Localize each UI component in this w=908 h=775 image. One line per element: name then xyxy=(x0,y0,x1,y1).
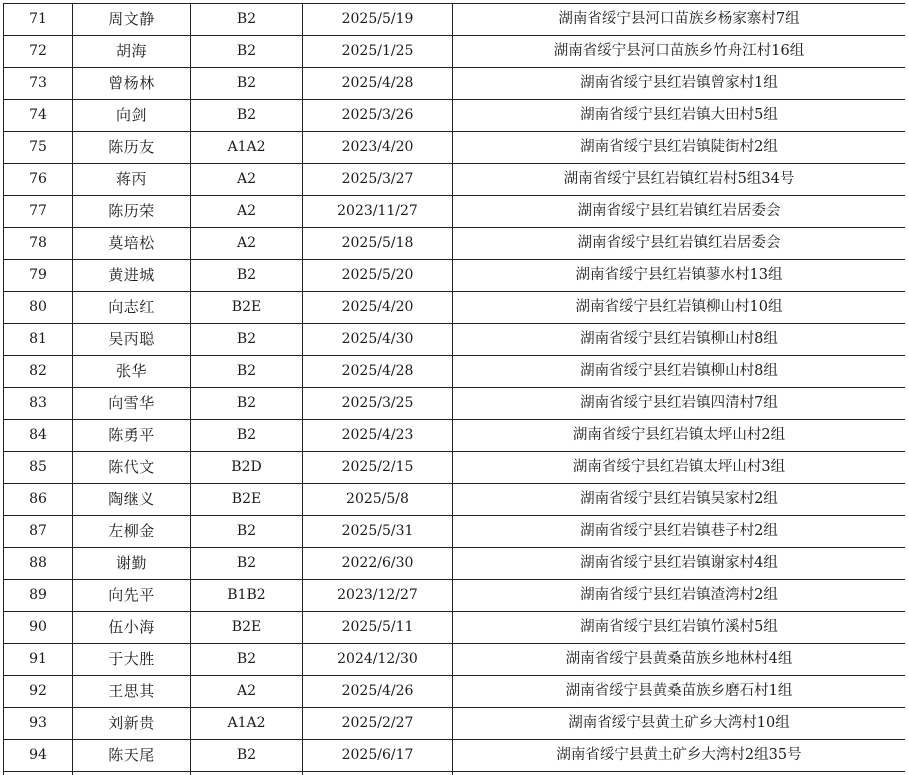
cell-serial-number: 78 xyxy=(4,228,73,260)
cell-date: 2025/4/20 xyxy=(303,292,453,324)
table-row xyxy=(4,324,906,356)
cell-name: 曾杨林 xyxy=(73,68,191,100)
table-row xyxy=(4,452,906,484)
cell-date: 2025/1/25 xyxy=(303,36,453,68)
cell-date: 2025/2/15 xyxy=(303,452,453,484)
cell-license-class: B2 xyxy=(191,644,303,676)
cell-address: 湖南省绥宁县红岩镇红岩居委会 xyxy=(453,196,906,228)
cell-name: 左柳金 xyxy=(73,516,191,548)
cell-serial-number: 88 xyxy=(4,548,73,580)
cell-name: 谢勤 xyxy=(73,548,191,580)
cell-name: 向先平 xyxy=(73,580,191,612)
cell-serial-number: 92 xyxy=(4,676,73,708)
cell-date: 2023/11/27 xyxy=(303,196,453,228)
cell-license-class: B2D xyxy=(191,452,303,484)
cell-address: 湖南省绥宁县红岩镇大田村5组 xyxy=(453,100,906,132)
cell-name: 张华 xyxy=(73,356,191,388)
cell-date-partial xyxy=(303,772,453,775)
cell-serial-number: 90 xyxy=(4,612,73,644)
cell-serial-number: 86 xyxy=(4,484,73,516)
cell-date: 2025/5/20 xyxy=(303,260,453,292)
cell-name: 向雪华 xyxy=(73,388,191,420)
table-row xyxy=(4,708,906,740)
cell-date: 2025/4/26 xyxy=(303,676,453,708)
table-row xyxy=(4,68,906,100)
cell-serial-number: 91 xyxy=(4,644,73,676)
cell-license-class: B2E xyxy=(191,292,303,324)
cell-date: 2023/12/27 xyxy=(303,580,453,612)
cell-name: 王思其 xyxy=(73,676,191,708)
cell-address: 湖南省绥宁县红岩镇吴家村2组 xyxy=(453,484,906,516)
records-table xyxy=(3,3,905,775)
cell-date: 2025/5/18 xyxy=(303,228,453,260)
cell-address: 湖南省绥宁县红岩镇红岩村5组34号 xyxy=(453,164,906,196)
cell-license-class: B2 xyxy=(191,36,303,68)
cell-serial-number: 71 xyxy=(4,4,73,36)
cell-serial-number: 73 xyxy=(4,68,73,100)
cell-address: 湖南省绥宁县红岩镇曾家村1组 xyxy=(453,68,906,100)
cell-address: 湖南省绥宁县红岩镇巷子村2组 xyxy=(453,516,906,548)
cell-name: 陈勇平 xyxy=(73,420,191,452)
cell-date: 2024/12/30 xyxy=(303,644,453,676)
cell-serial-number: 75 xyxy=(4,132,73,164)
cell-license-class: B2 xyxy=(191,420,303,452)
table-row xyxy=(4,196,906,228)
cell-address: 湖南省绥宁县红岩镇四清村7组 xyxy=(453,388,906,420)
cell-serial-number: 89 xyxy=(4,580,73,612)
cell-address: 湖南省绥宁县红岩镇渣湾村2组 xyxy=(453,580,906,612)
cell-license-class: B2 xyxy=(191,388,303,420)
cell-name: 陶继义 xyxy=(73,484,191,516)
cell-license-class: A1A2 xyxy=(191,708,303,740)
cell-license-class: A2 xyxy=(191,228,303,260)
cell-serial-number: 79 xyxy=(4,260,73,292)
cell-date: 2025/5/19 xyxy=(303,4,453,36)
cell-serial-number: 93 xyxy=(4,708,73,740)
cell-name: 陈历荣 xyxy=(73,196,191,228)
cell-date: 2025/3/26 xyxy=(303,100,453,132)
cell-address: 湖南省绥宁县红岩镇谢家村4组 xyxy=(453,548,906,580)
cell-license-class: B2 xyxy=(191,548,303,580)
cell-serial-number: 82 xyxy=(4,356,73,388)
cell-license-class: B2 xyxy=(191,260,303,292)
table-row-partial xyxy=(4,772,906,775)
cell-name: 向剑 xyxy=(73,100,191,132)
table-row xyxy=(4,676,906,708)
table-row xyxy=(4,356,906,388)
cell-address: 湖南省绥宁县黄桑苗族乡磨石村1组 xyxy=(453,676,906,708)
cell-license-class: B1B2 xyxy=(191,580,303,612)
table-row xyxy=(4,228,906,260)
cell-serial-number: 94 xyxy=(4,740,73,772)
cell-license-class: B2E xyxy=(191,484,303,516)
cell-date: 2025/4/23 xyxy=(303,420,453,452)
cell-date: 2025/6/17 xyxy=(303,740,453,772)
table-row xyxy=(4,100,906,132)
table-row xyxy=(4,4,906,36)
table-row xyxy=(4,388,906,420)
table-row xyxy=(4,36,906,68)
cell-license-class: A2 xyxy=(191,196,303,228)
cell-name: 周文静 xyxy=(73,4,191,36)
cell-date: 2025/4/28 xyxy=(303,68,453,100)
document-page xyxy=(3,3,905,775)
cell-address: 湖南省绥宁县红岩镇柳山村8组 xyxy=(453,356,906,388)
cell-address: 湖南省绥宁县红岩镇蓼水村13组 xyxy=(453,260,906,292)
table-row xyxy=(4,132,906,164)
cell-license-class: B2 xyxy=(191,68,303,100)
records-table-body xyxy=(4,4,906,775)
cell-name: 陈历友 xyxy=(73,132,191,164)
cell-serial-number: 74 xyxy=(4,100,73,132)
cell-address: 湖南省绥宁县河口苗族乡杨家寨村7组 xyxy=(453,4,906,36)
cell-serial-number: 85 xyxy=(4,452,73,484)
cell-license-class: B2 xyxy=(191,100,303,132)
cell-date: 2025/5/8 xyxy=(303,484,453,516)
cell-serial-number: 81 xyxy=(4,324,73,356)
table-row xyxy=(4,516,906,548)
cell-license-class: B2 xyxy=(191,516,303,548)
cell-name: 刘新贵 xyxy=(73,708,191,740)
cell-name: 黄进城 xyxy=(73,260,191,292)
cell-name: 胡海 xyxy=(73,36,191,68)
cell-address: 湖南省绥宁县红岩镇太坪山村3组 xyxy=(453,452,906,484)
table-row xyxy=(4,644,906,676)
cell-name: 向志红 xyxy=(73,292,191,324)
cell-license-class: B2 xyxy=(191,4,303,36)
cell-date: 2025/2/27 xyxy=(303,708,453,740)
cell-name: 陈天尾 xyxy=(73,740,191,772)
cell-address: 湖南省绥宁县河口苗族乡竹舟江村16组 xyxy=(453,36,906,68)
cell-name: 陈代文 xyxy=(73,452,191,484)
cell-address: 湖南省绥宁县红岩镇竹溪村5组 xyxy=(453,612,906,644)
cell-date: 2022/6/30 xyxy=(303,548,453,580)
cell-date: 2025/4/30 xyxy=(303,324,453,356)
table-row xyxy=(4,164,906,196)
cell-address: 湖南省绥宁县红岩镇柳山村8组 xyxy=(453,324,906,356)
cell-name: 蒋丙 xyxy=(73,164,191,196)
table-row xyxy=(4,420,906,452)
table-row xyxy=(4,548,906,580)
cell-address-partial xyxy=(453,772,906,775)
cell-name-partial xyxy=(73,772,191,775)
cell-license-class: A2 xyxy=(191,164,303,196)
cell-date: 2025/5/31 xyxy=(303,516,453,548)
cell-address: 湖南省绥宁县黄土矿乡大湾村10组 xyxy=(453,708,906,740)
table-row xyxy=(4,260,906,292)
cell-serial-number-partial xyxy=(4,772,73,775)
cell-date: 2025/5/11 xyxy=(303,612,453,644)
table-row xyxy=(4,612,906,644)
cell-address: 湖南省绥宁县红岩镇太坪山村2组 xyxy=(453,420,906,452)
cell-name: 于大胜 xyxy=(73,644,191,676)
cell-name: 伍小海 xyxy=(73,612,191,644)
cell-date: 2025/3/27 xyxy=(303,164,453,196)
cell-address: 湖南省绥宁县红岩镇红岩居委会 xyxy=(453,228,906,260)
cell-license-class: B2E xyxy=(191,612,303,644)
cell-serial-number: 87 xyxy=(4,516,73,548)
cell-license-class: B2 xyxy=(191,356,303,388)
table-row xyxy=(4,484,906,516)
cell-serial-number: 77 xyxy=(4,196,73,228)
cell-address: 湖南省绥宁县红岩镇陡街村2组 xyxy=(453,132,906,164)
cell-serial-number: 84 xyxy=(4,420,73,452)
cell-license-class-partial xyxy=(191,772,303,775)
cell-address: 湖南省绥宁县黄土矿乡大湾村2组35号 xyxy=(453,740,906,772)
table-row xyxy=(4,292,906,324)
cell-serial-number: 83 xyxy=(4,388,73,420)
cell-date: 2023/4/20 xyxy=(303,132,453,164)
cell-license-class: B2 xyxy=(191,740,303,772)
cell-serial-number: 72 xyxy=(4,36,73,68)
cell-license-class: B2 xyxy=(191,324,303,356)
table-row xyxy=(4,580,906,612)
cell-serial-number: 80 xyxy=(4,292,73,324)
cell-name: 莫培松 xyxy=(73,228,191,260)
cell-name: 吴丙聪 xyxy=(73,324,191,356)
cell-date: 2025/3/25 xyxy=(303,388,453,420)
cell-address: 湖南省绥宁县红岩镇柳山村10组 xyxy=(453,292,906,324)
cell-address: 湖南省绥宁县黄桑苗族乡地林村4组 xyxy=(453,644,906,676)
cell-license-class: A1A2 xyxy=(191,132,303,164)
cell-date: 2025/4/28 xyxy=(303,356,453,388)
cell-license-class: A2 xyxy=(191,676,303,708)
table-row xyxy=(4,740,906,772)
cell-serial-number: 76 xyxy=(4,164,73,196)
